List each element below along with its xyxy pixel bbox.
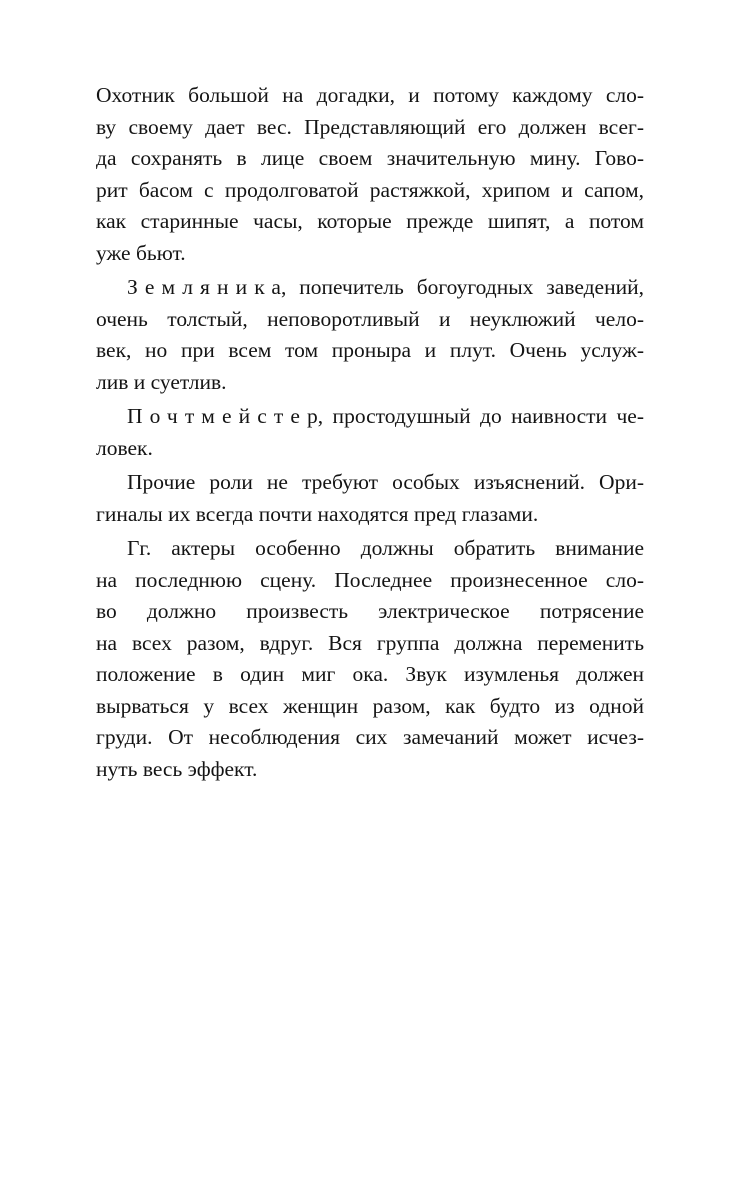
character-description: , простодушный до наивности че- (317, 404, 644, 428)
character-description: , попечитель богоугодных заведений, (280, 275, 644, 299)
paragraph (96, 467, 644, 530)
text-line: гиналы их всегда почти находятся пред глазами. (96, 501, 539, 526)
text-line: ву своему дает вес. Представляющий его должен всег- (96, 114, 644, 139)
text-line: век, но при всем том проныра и плут. Очень услуж- (96, 338, 644, 362)
text-line: Охотник большой на догадки, и потому каждому сло- (96, 83, 644, 107)
character-name: Земляника (127, 275, 289, 299)
document-body (96, 80, 644, 785)
text-line: уже бьют. (96, 240, 186, 265)
text-line (96, 272, 644, 304)
text-line: очень толстый, неповоротливый и неуклюжий чело- (96, 306, 644, 331)
text-line: груди. От несоблюдения сих замечаний может исчез- (96, 725, 644, 749)
text-line: Прочие роли не требуют особых изъяснений. Ори- (127, 470, 644, 494)
text-line: нуть весь эффект. (96, 756, 258, 781)
paragraph (96, 272, 644, 398)
text-line (96, 401, 644, 433)
text-line: как старинные часы, которые прежде шипят, а потом (96, 209, 644, 233)
text-line: ловек. (96, 435, 153, 460)
character-name: Почтмейстер (127, 404, 325, 428)
text-line: на всех разом, вдруг. Вся группа должна переменить (96, 630, 644, 655)
paragraph (96, 401, 644, 464)
text-line: да сохранять в лице своем значительную мину. Гово- (96, 146, 644, 170)
text-line: рит басом с продолговатой растяжкой, хрипом и сапом, (96, 177, 644, 202)
text-line: во должно произвесть электрическое потрясение (96, 599, 644, 623)
text-line: лив и суетлив. (96, 369, 227, 394)
text-line: Гг. актеры особенно должны обратить внимание (127, 536, 644, 560)
text-line: вырваться у всех женщин разом, как будто из одной (96, 693, 644, 718)
text-line: положение в один миг ока. Звук изумленья должен (96, 662, 644, 686)
paragraph (96, 80, 644, 269)
paragraph (96, 533, 644, 785)
text-line: на последнюю сцену. Последнее произнесенное сло- (96, 567, 644, 592)
